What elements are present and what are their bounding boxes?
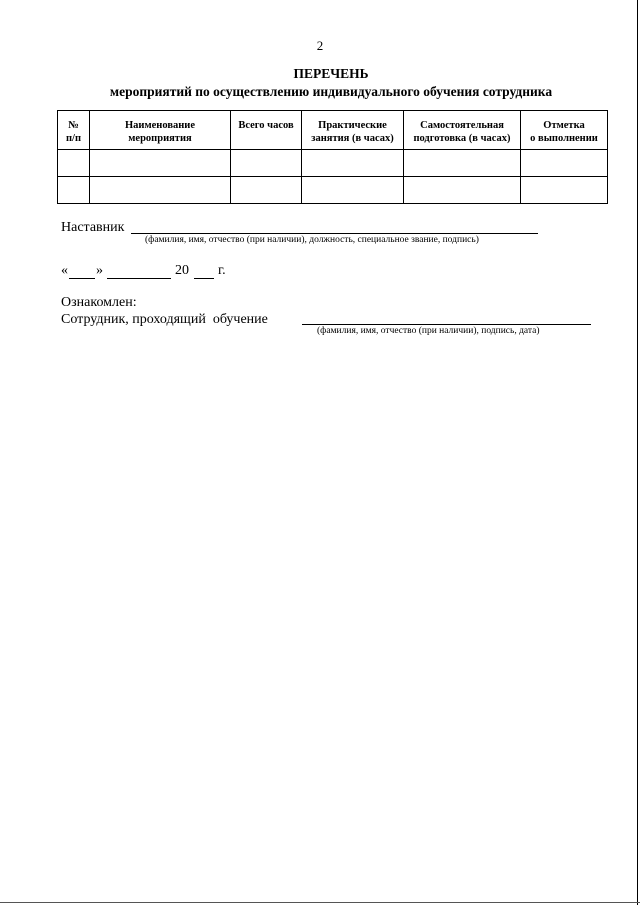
header-self-study-hours: Самостоятельная подготовка (в часах)	[404, 111, 521, 150]
table-cell	[231, 177, 302, 204]
page-number: 2	[316, 38, 324, 53]
table-cell	[521, 150, 608, 177]
date-year-prefix: 20	[175, 263, 189, 278]
table-cell	[521, 177, 608, 204]
table-cell	[90, 150, 231, 177]
page-edge-bottom	[0, 902, 640, 903]
header-activity-name: Наименование мероприятия	[90, 111, 231, 150]
document-subtitle: мероприятий по осуществлению индивидуального обучения сотрудника	[109, 84, 553, 99]
table-row	[58, 177, 608, 204]
acknowledged-label: Ознакомлен:	[61, 295, 137, 310]
header-completion-mark: Отметка о выполнении	[521, 111, 608, 150]
date-year-line	[194, 278, 214, 279]
table-cell	[58, 150, 90, 177]
header-total-hours: Всего часов	[231, 111, 302, 150]
mentor-label: Наставник	[61, 220, 125, 235]
trainee-caption: (фамилия, имя, отчество (при наличии), подпись, дата)	[317, 326, 540, 336]
date-day-line	[69, 278, 95, 279]
header-number: № п/п	[58, 111, 90, 150]
date-close-quote: »	[96, 263, 103, 278]
table-cell	[90, 177, 231, 204]
date-open-quote: «	[61, 263, 68, 278]
date-month-line	[107, 278, 171, 279]
table-cell	[302, 150, 404, 177]
table-cell	[404, 150, 521, 177]
table-cell	[231, 150, 302, 177]
date-year-suffix: г.	[218, 263, 226, 278]
activities-table	[57, 110, 608, 204]
trainee-signature-line	[302, 324, 591, 325]
mentor-caption: (фамилия, имя, отчество (при наличии), должность, специальное звание, подпись)	[145, 235, 479, 245]
header-practical-hours: Практические занятия (в часах)	[302, 111, 404, 150]
document-title: ПЕРЕЧЕНЬ	[293, 66, 369, 81]
page-edge-right	[637, 0, 638, 905]
table-cell	[58, 177, 90, 204]
trainee-label: Сотрудник, проходящий обучение	[61, 312, 268, 327]
table-cell	[302, 177, 404, 204]
mentor-signature-line	[131, 233, 538, 234]
table-header-row	[58, 111, 608, 150]
table-cell	[404, 177, 521, 204]
table-row	[58, 150, 608, 177]
